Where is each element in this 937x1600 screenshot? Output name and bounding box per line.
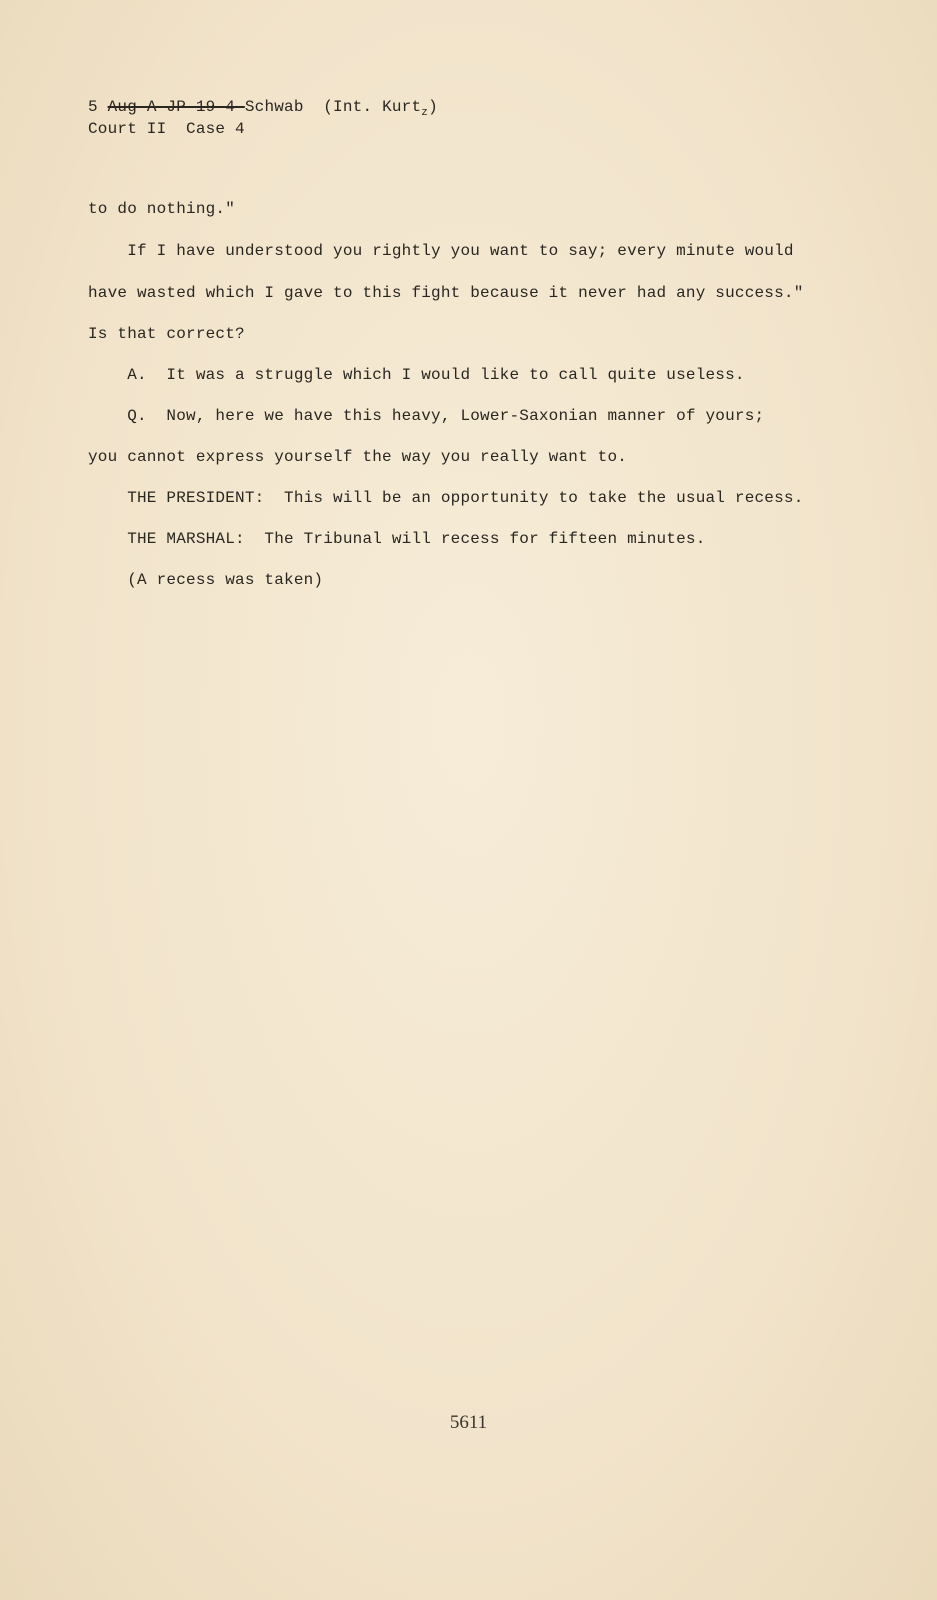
header-date: 5 xyxy=(88,98,108,116)
header-struck-code: Aug-A-JP-19-4- xyxy=(107,98,245,116)
transcript-answer: A. It was a struggle which I would like to call quite useless. xyxy=(88,366,745,384)
transcript-recess-note: (A recess was taken) xyxy=(88,571,324,589)
transcript-marshal: THE MARSHAL: The Tribunal will recess for fifteen minutes. xyxy=(88,530,706,548)
transcript-line: have wasted which I gave to this fight because it never had any success." xyxy=(88,284,804,302)
header-witness-name: Schwab xyxy=(244,98,304,116)
transcript-line: If I have understood you rightly you want to say; every minute would xyxy=(88,242,794,260)
transcript-line: to do nothing." xyxy=(88,200,236,218)
transcript-president: THE PRESIDENT: This will be an opportunity to take the usual recess. xyxy=(88,489,804,507)
page-number: 5611 xyxy=(449,1412,488,1433)
transcript-line: you cannot express yourself the way you really want to. xyxy=(88,448,628,466)
transcript-question: Q. Now, here we have this heavy, Lower-Saxonian manner of yours; xyxy=(88,407,765,425)
transcript-line: Is that correct? xyxy=(88,325,245,343)
header-close-paren: ) xyxy=(428,98,438,116)
header-case-reference xyxy=(88,98,438,122)
header-interpreter: (Int. Kurt xyxy=(303,98,422,116)
header-interpreter-subscript: z xyxy=(421,107,429,119)
header-court-case: Court II Case 4 xyxy=(88,120,245,138)
